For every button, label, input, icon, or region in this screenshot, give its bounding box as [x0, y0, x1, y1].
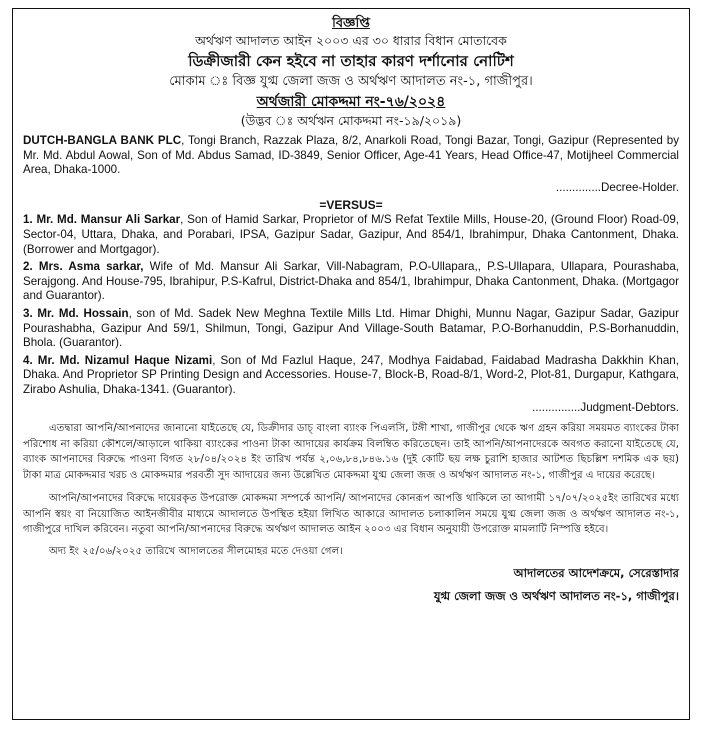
decree-holder-details: , Tongi Branch, Razzak Plaza, 8/2, Anarkoli Road, Tongi Bazar, Tongi, Gazipur (Represented by Mr. Md. Abdul Aowal, Son of Md. Abdus Samad, ID-3849, Senior Officer, Age-41 Years, Head Office-47, Motijheel Commercial Area, Dhaka-1000. [23, 134, 680, 177]
notice-paragraph-2: আপনি/আপনাদের বিরুদ্ধে দায়েরকৃত উপরোক্ত মোকদ্দমা সম্পর্কে আপনি/ আপনাদের কোনরূপ আপত্তি থাকিলে তা আগামী ১৭/০৭/২০২৫ইং তারিখের মধ্যে আপনি স্বয়ং বা নিয়োজিত আইনজীবীর মাধ্যমে আদালতে উপস্থিত হইয়া লিখিত আকারে আদালত চলাকালিন সময়ে যুগ্ম জেলা জজ ও অর্থঋণ আদালত নং-১, গাজীপুরে দাখিল করিবেন। নতুবা আপনি/আপনাদের বিরুদ্ধে অর্থঋণ আদালত আইন ২০০৩ এর বিধান অনুযায়ী উপরোক্ত মামলাটি নিস্পত্তি হইবে। [23, 493, 679, 536]
decree-holder [23, 134, 679, 178]
issue-date-line: অদ্য ইং ২৫/০৬/২০২৫ তারিখে আদালতের সীলমোহর মতে দেওয়া গেল। [49, 545, 343, 557]
notice-title: ডিক্রীজারী কেন হইবে না তাহার কারণ দর্শানোর নোটিশ [188, 52, 514, 70]
debtor-details: , son of Md. Sadek New Meghna Textile Mills Ltd. Himar Dhighi, Munnu Nagar, Gazipur Sadar, Gazipur Pourashabha, Gazipur And 59/1, Shilmun, Tongi, Gazipur And Village-South Batamar, P.O-Borhanuddin, P.S-Borhanuddin, Bhola. (Guarantor). [23, 306, 679, 350]
debtor-details: , Son of Hamid Sarkar, Proprietor of M/S Refat Textile Mills, House-20, (Ground Floor) Road-09, Sector-04, Uttara, Dhaka, and Porabari, IPSA, Gazipur Sadar, Gazipur, And 854/1, Ibrahimpur, Dhaka Cantonment, Dhaka. (Borrower and Mortgagor). [23, 213, 679, 256]
debtor-entry [23, 307, 679, 351]
debtor-number: 1. [23, 213, 33, 227]
decree-holder-name: DUTCH-BANGLA BANK PLC [23, 134, 182, 147]
debtor-entry [23, 260, 679, 304]
versus-label: =VERSUS= [319, 198, 383, 213]
debtor-number: 3. [23, 306, 33, 320]
debtor-entry [23, 354, 679, 398]
debtor-entry [23, 213, 679, 257]
notice-subheading: অর্থঋণ আদালত আইন ২০০৩ এর ৩০ ধারার বিধান মোতাবেক [195, 33, 507, 48]
debtors-role: ...............Judgment-Debtors. [532, 400, 679, 414]
legal-notice [12, 8, 690, 720]
origin-case: (উদ্ভব ঃ অর্থঋন মোকদ্দমা নং-১৯/২০১৯) [240, 113, 462, 128]
debtor-details: Wife of Md. Mansur Ali Sarkar, Vill-Nabagram, P.O-Ullapara,, P.S-Ullapara, Ullapara, Pourashaba, Serajgong. And House-795, Ibrahipur, P.S-Kafrul, District-Dhaka and 854/1, Ibrahimpur, Dhaka Cantonment, Dhaka. (Mortgagor and Guarantor). [23, 260, 679, 303]
court-line: মোকাম ঃ বিজ্ঞ যুগ্ম জেলা জজ ও অর্থঋণ আদালত নং-১, গাজীপুর। [169, 74, 533, 89]
debtor-name: Mr. Md. Nizamul Haque Nizami [37, 353, 213, 367]
notice-paragraph-1: এতদ্বারা আপনি/আপনাদের জানানো যাইতেছে যে, ডিক্রীদার ডাচ্ বাংলা ব্যাংক পিএলসি, টঙ্গী শাখা, গাজীপুর থেকে ঋণ গ্রহন করিয়া সময়মত ব্যাংকের টাকা পরিশোধ না করিয়া কৌশলে/আড়ালে থাকিয়া ব্যাংকের পাওনা টাকা আদায়ের কার্যক্রম বিলম্বিত করিতেছেন। তাই আপনি/আপনাদেরকে অবগত করানো যাইতেছে যে, ব্যাংক আপনাদের বিরুদ্ধে পাওনা বিগত ২৮/০৪/২০২৪ ইং তারিখ পর্যন্ত ২,০৬,৮৪,৮৪৬.১৬ (দুই কোটি ছয় লক্ষ চুরাশি হাজার আটশত ছিচল্লিশ দশমিক এক ছয়) টাকা মাত্র মোকদ্দমার খরচ ও মোকদ্দমার পরবর্তী সুদ আদায়ের জন্য উল্লেখিত মোকদ্দমা যুগ্ম জেলা জজ ও অর্থঋণ আদালত নং-১, গাজীপুর এ দায়ের করেছে। [23, 423, 679, 481]
signature-line-2: যুগ্ম জেলা জজ ও অর্থঋণ আদালত নং-১, গাজীপুর। [433, 588, 679, 603]
case-number: অর্থজারী মোকদ্দমা নং-৭৬/২০২৪ [256, 94, 446, 110]
debtor-name: Mr. Md. Mansur Ali Sarkar [36, 213, 181, 227]
signature-line-1: আদালতের আদেশক্রমে, সেরেস্তাদার [513, 565, 679, 580]
debtor-name: Mrs. Asma sarkar, [38, 260, 144, 274]
debtor-name: Mr. Md. Hossain [37, 306, 129, 320]
debtor-number: 2. [23, 260, 33, 274]
decree-holder-role: ..............Decree-Holder. [555, 180, 679, 194]
notice-heading: বিজ্ঞপ্তি [332, 16, 370, 31]
debtor-number: 4. [23, 353, 33, 367]
debtor-details: , Son of Md Fazlul Haque, 247, Modhya Faidabad, Faidabad Madrasha Dakkhin Khan, Dhaka. And Proprietor SP Printing Design and Accessories. House-7, Block-B, Road-8/1, Word-2, Plot-81, Durgapur, Kathgara, Zirabo Ashulia, Dhaka-1341. (Guarantor). [23, 353, 679, 396]
